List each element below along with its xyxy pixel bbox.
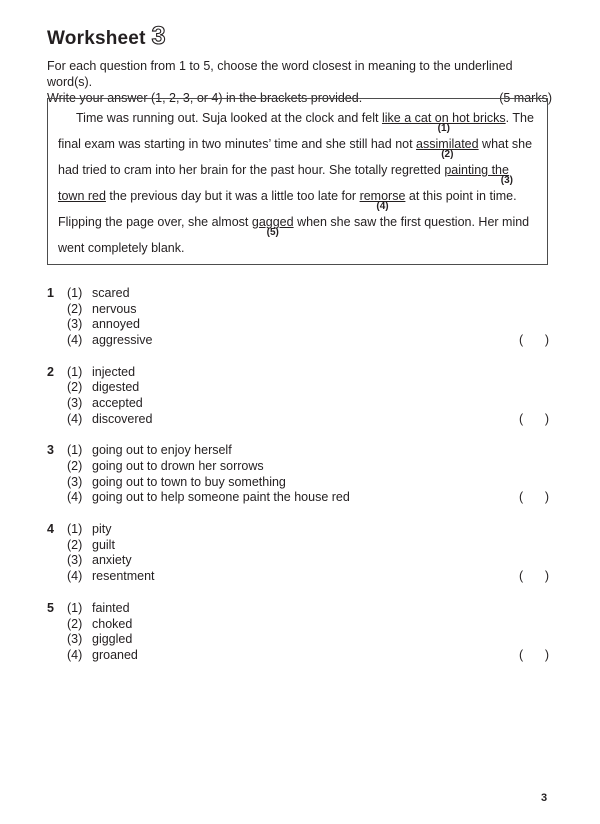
option-text: pity (92, 522, 112, 537)
question (47, 600, 552, 663)
total-marks: (5 marks) (499, 91, 552, 105)
question-number: 5 (47, 600, 54, 615)
answer-option (47, 316, 552, 332)
question (47, 521, 552, 584)
option-text: going out to town to buy something (92, 474, 286, 489)
option-number: (3) (67, 395, 83, 410)
option-number: (3) (67, 632, 83, 647)
option-number: (1) (67, 522, 83, 537)
option-text: nervous (92, 301, 137, 316)
option-number: (4) (67, 490, 83, 505)
underlined-phrase-4 (359, 189, 406, 212)
questions-list (47, 285, 552, 679)
passage-line-2 (58, 131, 544, 160)
option-number: (1) (67, 443, 83, 458)
option-text: fainted (92, 600, 130, 615)
option-text: choked (92, 616, 133, 631)
bracket-close: ) (544, 490, 549, 505)
answer-option (47, 332, 552, 348)
bracket-close: ) (544, 411, 549, 426)
page-number: 3 (541, 792, 548, 804)
passage-text-segment: Time was running out. Suja looked at the clock and felt (76, 111, 382, 125)
passage-line-3 (58, 157, 544, 186)
option-number: (4) (67, 411, 83, 426)
option-text: guilt (92, 537, 115, 552)
option-text: aggressive (92, 332, 153, 347)
bracket-close: ) (544, 647, 549, 662)
answer-bracket[interactable] (519, 412, 549, 426)
worksheet-number: 3 (151, 22, 166, 50)
question-number: 4 (47, 522, 54, 537)
option-text: resentment (92, 569, 155, 584)
question-marker-2: (2) (441, 149, 454, 160)
question (47, 285, 552, 348)
question (47, 364, 552, 427)
passage-text-segment: had tried to cram into her brain for the past hour. She totally regretted (58, 163, 445, 177)
instructions-line-2: Write your answer (1, 2, 3, or 4) in the brackets provided. (47, 91, 363, 105)
underlined-phrase-5 (251, 215, 294, 238)
passage-text-segment: went completely blank. (58, 241, 185, 255)
answer-option (47, 553, 552, 569)
option-text: injected (92, 364, 136, 379)
question-marker-3: (3) (500, 175, 513, 186)
option-number: (2) (67, 537, 83, 552)
answer-bracket[interactable] (519, 333, 549, 347)
bracket-close: ) (544, 332, 549, 347)
answer-option (47, 301, 552, 317)
bracket-open: ( (519, 332, 524, 347)
answer-option (47, 490, 552, 506)
option-text: giggled (92, 632, 133, 647)
question-number: 2 (47, 364, 54, 379)
option-number: (2) (67, 380, 83, 395)
option-text: accepted (92, 395, 143, 410)
worksheet-title (47, 22, 166, 51)
option-number: (1) (67, 364, 83, 379)
passage-line-6 (58, 235, 544, 261)
question (47, 443, 552, 506)
passage-text-segment: final exam was starting in two minutes’ time and she still had not (58, 137, 417, 151)
question-marker-5: (5) (266, 227, 279, 238)
bracket-open: ( (519, 647, 524, 662)
passage-text-segment: the previous day but it was a little too late for (105, 189, 360, 203)
answer-option (47, 443, 552, 459)
option-number: (3) (67, 553, 83, 568)
option-number: (1) (67, 600, 83, 615)
answer-bracket[interactable] (519, 490, 549, 504)
answer-option (47, 285, 552, 301)
option-text: digested (92, 380, 140, 395)
passage-line-1 (58, 105, 544, 134)
passage-text-segment: what she (478, 137, 533, 151)
underlined-text-5: gagged (251, 215, 294, 229)
answer-bracket[interactable] (519, 648, 549, 662)
bracket-open: ( (519, 411, 524, 426)
answer-option (47, 631, 552, 647)
bracket-open: ( (519, 490, 524, 505)
option-text: annoyed (92, 317, 140, 332)
passage-text-segment: when she saw the first question. Her mind (293, 215, 530, 229)
underlined-text-3a: painting the (444, 163, 509, 177)
underlined-text-4: remorse (359, 189, 406, 203)
bracket-open: ( (519, 569, 524, 584)
option-number: (2) (67, 459, 83, 474)
question-number: 3 (47, 443, 54, 458)
answer-option (47, 474, 552, 490)
option-number: (3) (67, 474, 83, 489)
instructions-line-1: For each question from 1 to 5, choose the word closest in meaning to the underlined word(s). (47, 59, 513, 89)
option-text: groaned (92, 647, 138, 662)
answer-option (47, 521, 552, 537)
title-text: Worksheet (47, 28, 146, 49)
underlined-phrase-3-part-b (58, 189, 106, 203)
answer-option (47, 458, 552, 474)
option-number: (4) (67, 569, 83, 584)
underlined-phrase-1 (381, 111, 506, 134)
option-number: (3) (67, 317, 83, 332)
passage-text-segment: at this point in time. (405, 189, 517, 203)
answer-option (47, 568, 552, 584)
option-text: discovered (92, 411, 153, 426)
bracket-close: ) (544, 569, 549, 584)
answer-option (47, 379, 552, 395)
answer-option (47, 411, 552, 427)
option-text: going out to drown her sorrows (92, 459, 264, 474)
passage-line-4 (58, 183, 544, 212)
answer-option (47, 600, 552, 616)
underlined-text-1: like a cat on hot bricks (381, 111, 506, 125)
answer-option (47, 395, 552, 411)
underlined-text-3b: town red (58, 189, 106, 203)
option-text: anxiety (92, 553, 132, 568)
option-number: (4) (67, 647, 83, 662)
option-number: (2) (67, 616, 83, 631)
passage-box (47, 98, 548, 265)
question-marker-1: (1) (437, 123, 450, 134)
option-text: going out to enjoy herself (92, 443, 232, 458)
option-number: (2) (67, 301, 83, 316)
question-marker-4: (4) (376, 201, 389, 212)
answer-option (47, 647, 552, 663)
option-number: (4) (67, 332, 83, 347)
question-number: 1 (47, 285, 54, 300)
passage-text-segment: Flipping the page over, she almost (58, 215, 252, 229)
underlined-phrase-2 (416, 137, 479, 160)
underlined-text-2: assimilated (416, 137, 479, 151)
passage-text (58, 105, 544, 261)
answer-option (47, 537, 552, 553)
option-number: (1) (67, 285, 83, 300)
passage-line-5 (58, 209, 544, 238)
option-text: scared (92, 285, 130, 300)
answer-bracket[interactable] (519, 569, 549, 583)
option-text: going out to help someone paint the house red (92, 490, 350, 505)
answer-option (47, 616, 552, 632)
passage-text-segment: . The (505, 111, 534, 125)
underlined-phrase-3-part-a (444, 163, 513, 186)
answer-option (47, 364, 552, 380)
